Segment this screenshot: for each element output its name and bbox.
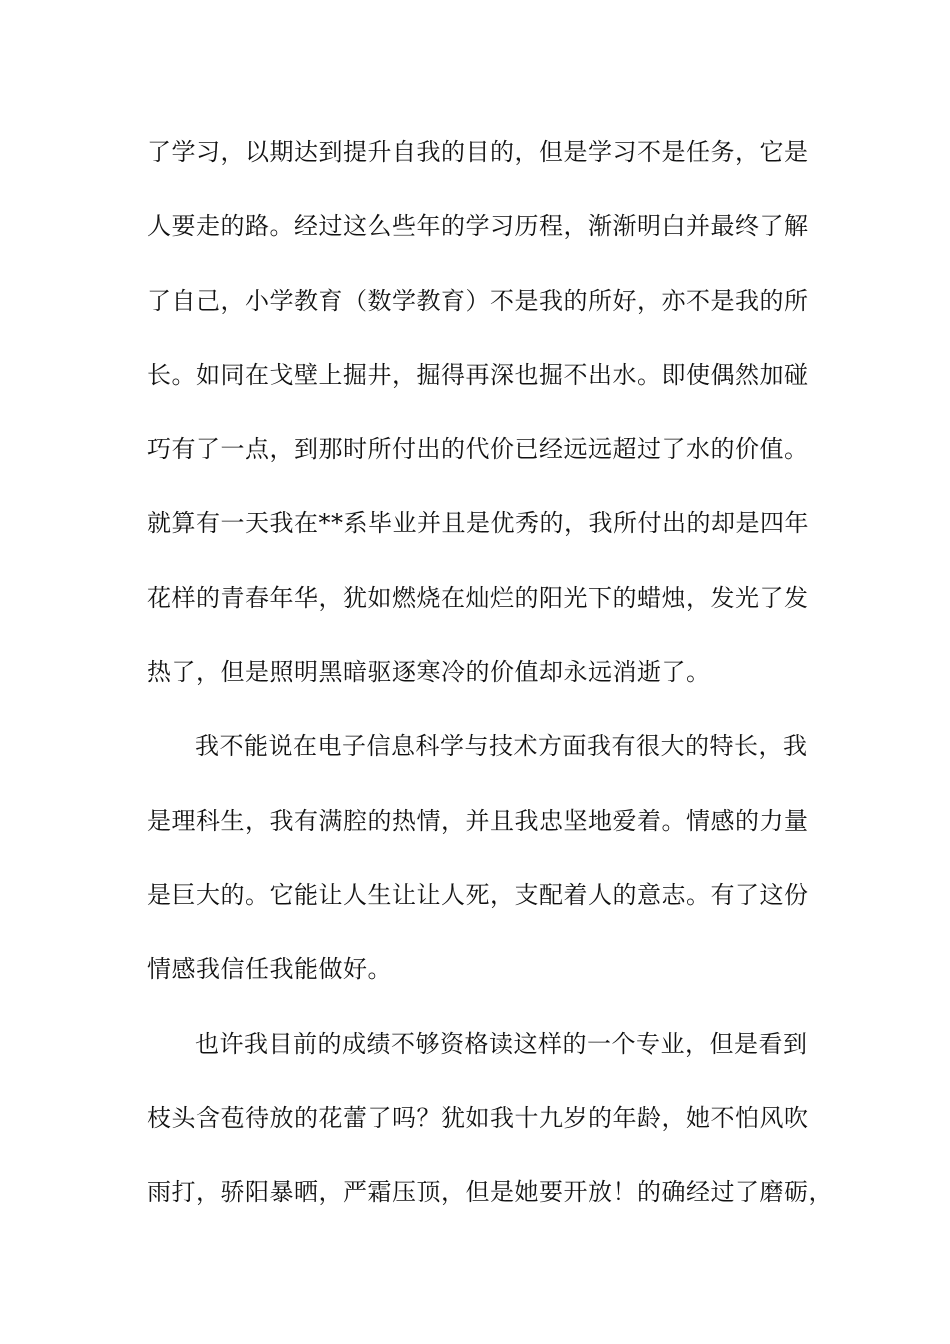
text-line: 是巨大的。它能让人生让让人死，支配着人的意志。有了这份 — [147, 880, 809, 909]
text-line: 人要走的路。经过这么些年的学习历程，渐渐明白并最终了解 — [147, 212, 809, 241]
text-line: 情感我信任我能做好。 — [147, 955, 392, 984]
text-line: 雨打，骄阳暴晒，严霜压顶，但是她要开放！的确经过了磨砺， — [147, 1178, 833, 1207]
text-line: 了学习，以期达到提升自我的目的，但是学习不是任务，它是 — [147, 138, 809, 166]
text-line: 花样的青春年华，犹如燃烧在灿烂的阳光下的蜡烛，发光了发 — [147, 583, 809, 612]
text-line: 是理科生，我有满腔的热情，并且我忠坚地爱着。情感的力量 — [147, 806, 809, 835]
paragraph-start-line: 也许我目前的成绩不够资格读这样的一个专业，但是看到 — [195, 1029, 808, 1058]
document-body — [147, 127, 833, 1241]
text-line: 枝头含苞待放的花蕾了吗？犹如我十九岁的年龄，她不怕风吹 — [147, 1103, 809, 1132]
text-line: 热了，但是照明黑暗驱逐寒冷的价值却永远消逝了。 — [147, 658, 711, 687]
paragraph-start-line: 我不能说在电子信息科学与技术方面我有很大的特长，我 — [195, 732, 808, 761]
text-line: 了自己，小学教育（数学教育）不是我的所好，亦不是我的所 — [147, 286, 809, 315]
text-line: 巧有了一点，到那时所付出的代价已经远远超过了水的价值。 — [147, 435, 809, 464]
text-line: 长。如同在戈壁上掘井，掘得再深也掘不出水。即使偶然加碰 — [147, 360, 809, 389]
text-line: 就算有一天我在**系毕业并且是优秀的，我所付出的却是四年 — [147, 509, 809, 538]
